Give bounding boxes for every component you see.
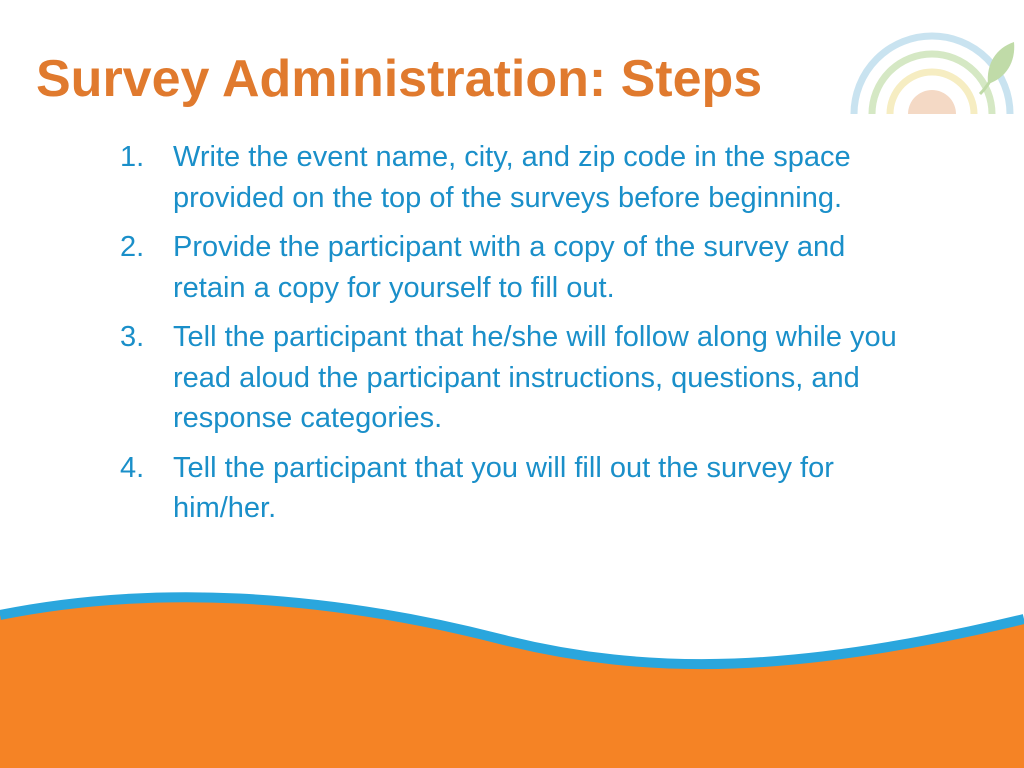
orange-wave-decoration-icon <box>0 585 1024 768</box>
list-item <box>120 448 920 529</box>
steps-list <box>120 137 920 538</box>
step-text: Provide the participant with a copy of the survey and retain a copy for yourself to fill out. <box>173 231 846 304</box>
list-item <box>120 137 920 218</box>
rainbow-sun-leaf-logo-icon <box>840 10 1024 120</box>
step-number: 3. <box>120 321 145 353</box>
step-number: 1. <box>120 141 145 173</box>
wave-orange-fill <box>0 597 1024 768</box>
list-item <box>120 317 920 439</box>
page-title: Survey Administration: Steps <box>36 50 763 108</box>
step-text: Write the event name, city, and zip code in the space provided on the top of the surveys before beginning. <box>173 141 851 214</box>
step-number: 2. <box>120 231 145 263</box>
step-number: 4. <box>120 451 145 484</box>
logo-sun <box>908 90 956 114</box>
step-text: Tell the participant that you will fill out the survey for him/her. <box>173 451 834 524</box>
list-item <box>120 227 920 308</box>
step-text: Tell the participant that he/she will follow along while you read aloud the participant instructions, questions, and response categories. <box>173 321 897 434</box>
